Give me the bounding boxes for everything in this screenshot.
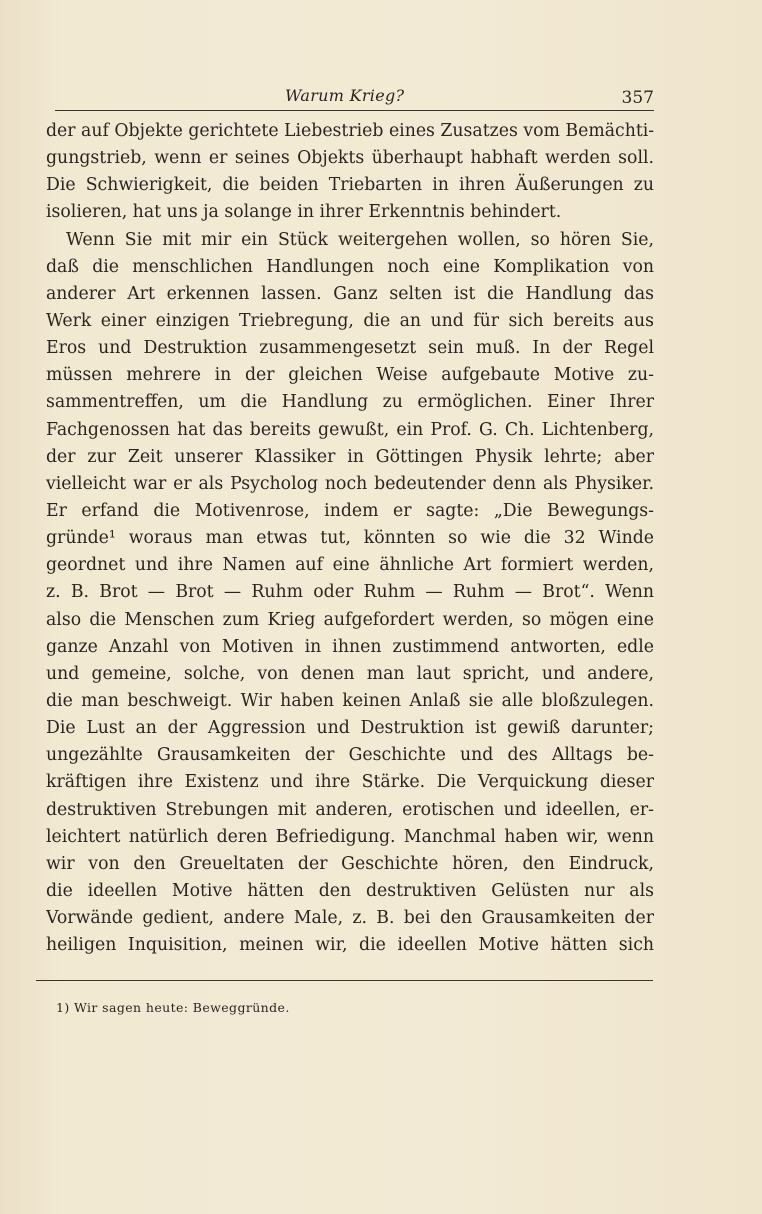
text-line: vielleicht war er als Psycholog noch bedeutender denn als Physiker.	[46, 473, 654, 494]
text-line: gungstrieb, wenn er seines Objekts überhaupt habhaft werden soll.	[46, 148, 654, 169]
footnote-divider	[36, 980, 653, 981]
text-line: die man beschweigt. Wir haben keinen Anlaß sie alle bloßzulegen.	[46, 690, 654, 711]
text-line: und gemeine, solche, von denen man laut spricht, und andere,	[46, 663, 654, 684]
text-line: also die Menschen zum Krieg aufgefordert werden, so mögen eine	[46, 609, 654, 630]
text-line: sammentreffen, um die Handlung zu ermöglichen. Einer Ihrer	[46, 392, 654, 413]
text-line: anderer Art erkennen lassen. Ganz selten ist die Handlung das	[46, 283, 654, 304]
text-line: Er erfand die Motivenrose, indem er sagte: „Die Bewegungs-	[46, 500, 654, 521]
text-line: kräftigen ihre Existenz und ihre Stärke. Die Verquickung dieser	[46, 772, 654, 793]
running-head	[55, 84, 654, 111]
footnote: 1) Wir sagen heute: Beweggründe.	[56, 1000, 290, 1015]
text-line: wir von den Greueltaten der Geschichte hören, den Eindruck,	[46, 853, 654, 874]
text-line: der zur Zeit unserer Klassiker in Göttingen Physik lehrte; aber	[46, 446, 654, 467]
text-line: z. B. Brot — Brot — Ruhm oder Ruhm — Ruhm — Brot“. Wenn	[46, 582, 654, 603]
text-line: müssen mehrere in der gleichen Weise aufgebaute Motive zu-	[46, 365, 654, 386]
text-line: Eros und Destruktion zusammengesetzt sein muß. In der Regel	[46, 338, 654, 359]
text-line: die ideellen Motive hätten den destruktiven Gelüsten nur als	[46, 880, 654, 901]
text-line: Fachgenossen hat das bereits gewußt, ein Prof. G. Ch. Lichtenberg,	[46, 419, 654, 440]
text-line: Die Schwierigkeit, die beiden Triebarten in ihren Äußerungen zu	[46, 175, 654, 196]
text-line: heiligen Inquisition, meinen wir, die ideellen Motive hätten sich	[46, 935, 654, 956]
text-line: isolieren, hat uns ja solange in ihrer Erkenntnis behindert.	[46, 202, 562, 223]
text-line: geordnet und ihre Namen auf eine ähnliche Art formiert werden,	[46, 555, 654, 576]
text-line: leichtert natürlich deren Befriedigung. Manchmal haben wir, wenn	[46, 826, 654, 847]
text-line: ganze Anzahl von Motiven in ihnen zustimmend antworten, edle	[46, 636, 654, 657]
text-line: daß die menschlichen Handlungen noch eine Komplikation von	[46, 256, 654, 277]
text-line: Werk einer einzigen Triebregung, die an und für sich bereits aus	[46, 310, 654, 331]
text-line: der auf Objekte gerichtete Liebestrieb eines Zusatzes vom Bemächti-	[46, 121, 654, 141]
text-line: Wenn Sie mit mir ein Stück weitergehen wollen, so hören Sie,	[66, 229, 654, 250]
text-line: Die Lust an der Aggression und Destruktion ist gewiß darunter;	[46, 718, 654, 739]
body-text	[46, 118, 654, 959]
text-line: gründe¹ woraus man etwas tut, könnten so wie die 32 Winde	[46, 528, 654, 549]
text-line: Vorwände gedient, andere Male, z. B. bei den Grausamkeiten der	[46, 908, 654, 929]
page-number: 357	[621, 88, 654, 108]
text-line: ungezählte Grausamkeiten der Geschichte und des Alltags be-	[46, 745, 654, 766]
running-title: Warum Krieg?	[285, 86, 405, 105]
text-line: destruktiven Strebungen mit anderen, erotischen und ideellen, er-	[46, 799, 654, 820]
